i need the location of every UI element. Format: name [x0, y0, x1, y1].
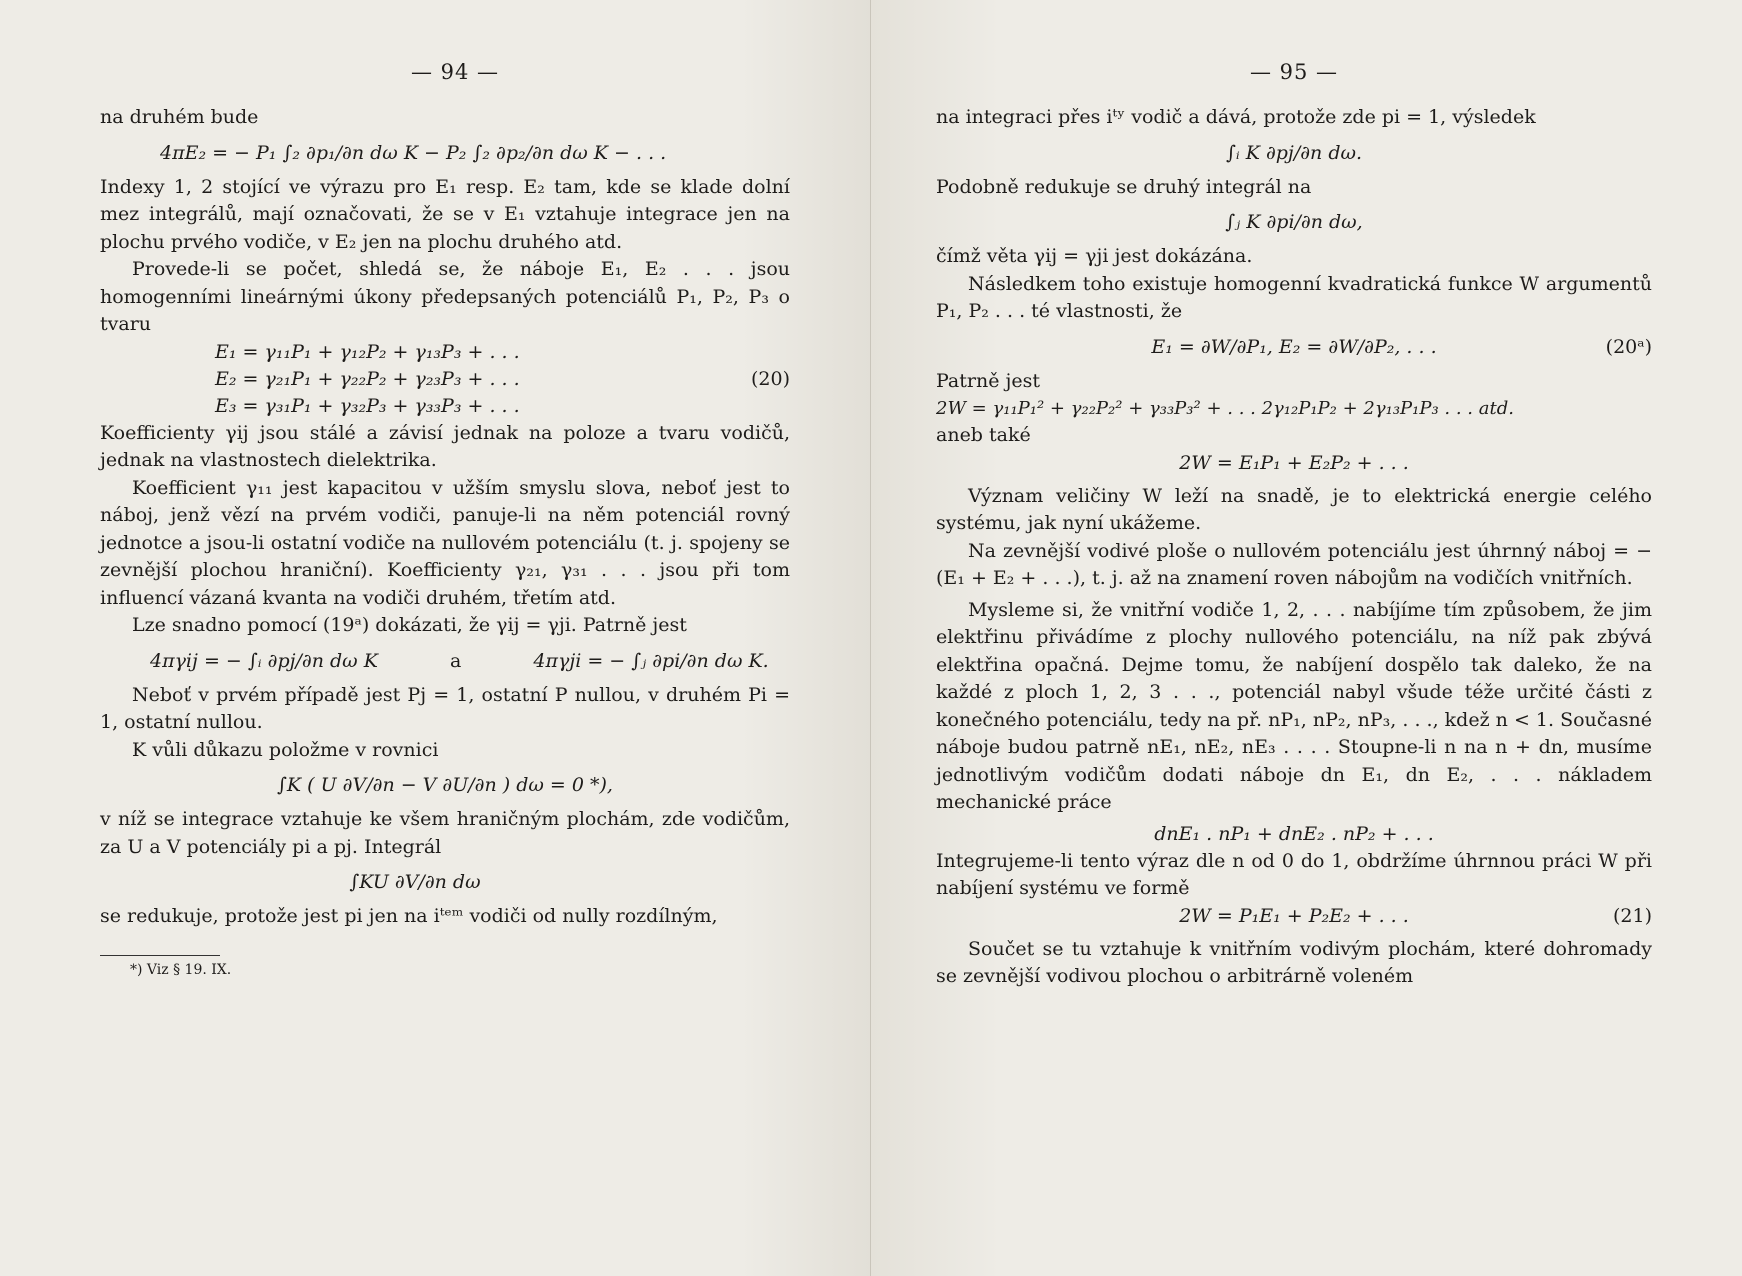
footnote-rule [100, 955, 220, 956]
equation-number: (20) [750, 367, 790, 390]
paragraph: Na zevnější vodivé ploše o nullovém potenciálu jest úhrnný náboj = − (E₁ + E₂ + . . .), t. j. až na znamení roven nábojům na vodičích vnitřních. [936, 539, 1652, 589]
paragraph: Následkem toho existuje homogenní kvadratická funkce W argumentů P₁, P₂ . . . té vlastnosti, že [936, 272, 1652, 322]
equation [936, 326, 1652, 368]
equation: ∫KU ∂V/∂n dω [349, 871, 481, 893]
equation: dnE₁ . nP₁ + dnE₂ . nP₂ + . . . [1154, 822, 1434, 845]
equation: ∫K ( U ∂V/∂n − V ∂U/∂n ) dω = 0 *), [277, 774, 613, 796]
paragraph: Provede-li se počet, shledá se, že náboje E₁, E₂ . . . jsou homogenními lineárnými úkony předepsaných potenciálů P₁, P₂, P₃ o tvaru [100, 258, 790, 335]
paragraph: čímž věta γij = γji jest dokázána. [936, 245, 1253, 267]
equation-line: E₂ = γ₂₁P₁ + γ₂₂P₂ + γ₂₃P₃ + . . . [215, 367, 520, 390]
equation: ∫ⱼ K ∂pi/∂n dω, [1225, 211, 1363, 233]
paragraph: Neboť v prvém případě jest Pj = 1, ostatní P nullou, v druhém Pi = 1, ostatní nullou. [100, 683, 790, 733]
paragraph: aneb také [936, 424, 1031, 446]
equation: 2W = γ₁₁P₁² + γ₂₂P₂² + γ₃₃P₃² + . . . 2γ₁₂P₁P₂ + 2γ₁₃P₁P₃ . . . atd. [936, 398, 1514, 419]
equation: 2W = E₁P₁ + E₂P₂ + . . . [1179, 451, 1409, 474]
paragraph: Indexy 1, 2 stojící ve výrazu pro E₁ resp. E₂ tam, kde se klade dolní mez integrálů, mají označovati, že se v E₁ vztahuje integrace jen na plochu prvého vodiče, v E₂ jen na plochu druhého atd. [100, 175, 790, 253]
paragraph: Koefficient γ₁₁ jest kapacitou v užším smyslu slova, neboť jest to náboj, jenž vězí na prvém vodiči, panuje-li na něm potenciál rovný jednotce a jsou-li ostatní vodiče na nullovém potenciálu (t. j. spojeny se zevnější plochou hraniční). Koefficienty γ₂₁, γ₃₁ . . . jsou při tom influencí vázaná kvanta na vodiči druhém, třetím atd. [100, 476, 790, 609]
paragraph: Integrujeme-li tento výraz dle n od 0 do 1, obdržíme úhrnnou práci W při nabíjení systému ve formě [936, 849, 1652, 899]
paragraph: Podobně redukuje se druhý integrál na [936, 175, 1312, 198]
page-number: — 94 — [410, 60, 500, 84]
paragraph: Lze snadno pomocí (19ᵃ) dokázati, že γij = γji. Patrně jest [132, 614, 687, 636]
equation-line: 2W = P₁E₁ + P₂E₂ + . . . [1179, 904, 1409, 927]
equation-line: E₁ = ∂W/∂P₁, E₂ = ∂W/∂P₂, . . . [1151, 335, 1437, 358]
paragraph: Patrně jest [936, 369, 1041, 392]
paragraph: Význam veličiny W leží na snadě, je to elektrická energie celého systému, jak nyní ukážeme. [936, 484, 1652, 534]
equation: 4πE₂ = − P₁ ∫₂ ∂p₁/∂n dω K − P₂ ∫₂ ∂p₂/∂n dω K − . . . [160, 141, 667, 164]
page-number: — 95 — [1249, 60, 1339, 84]
equation-part: 4πγij = − ∫ᵢ ∂pj/∂n dω K [150, 649, 378, 672]
equation [936, 903, 1652, 930]
equation-conjunction: a [449, 649, 462, 672]
equation-line: E₃ = γ₃₁P₁ + γ₃₂P₃ + γ₃₃P₃ + . . . [215, 394, 520, 417]
equation-line: E₁ = γ₁₁P₁ + γ₁₂P₂ + γ₁₃P₃ + . . . [215, 340, 520, 363]
paragraph: na integraci přes iᵗʸ vodič a dává, protože zde pi = 1, výsledek [936, 106, 1536, 128]
page-right [871, 0, 1742, 1276]
equation: ∫ᵢ K ∂pj/∂n dω. [1225, 141, 1363, 164]
footnote: *) Viz § 19. IX. [130, 961, 232, 978]
equation-part: 4πγji = − ∫ⱼ ∂pi/∂n dω K. [533, 649, 769, 672]
paragraph: v níž se integrace vztahuje ke všem hraničným plochám, zde vodičům, za U a V potenciály pi a pj. Integrál [100, 808, 790, 858]
text-line: na druhém bude [100, 106, 259, 128]
paragraph: Součet se tu vztahuje k vnitřním vodivým plochám, které dohromady se zevnější vodivou plochou o arbitrárně voleném [936, 937, 1652, 987]
equation-number: (21) [1612, 904, 1652, 927]
equation [150, 640, 790, 682]
paragraph: Koefficienty γij jsou stálé a závisí jednak na poloze a tvaru vodičů, jednak na vlastnostech dielektrika. [100, 421, 790, 471]
paragraph: K vůli důkazu položme v rovnici [132, 738, 439, 761]
equation-number: (20ᵃ) [1605, 335, 1652, 358]
equation-system [100, 339, 790, 420]
paragraph: se redukuje, protože jest pi jen na iᵗᵉᵐ vodiči od nully rozdílným, [100, 905, 718, 927]
paragraph: Mysleme si, že vnitřní vodiče 1, 2, . . . nabíjíme tím způsobem, že jim elektřinu přivádíme z plochy nullového potenciálu, na níž pak zbývá elektřina opačná. Dejme tomu, že nabíjení dospělo tak daleko, že na každé z ploch 1, 2, 3 . . ., potenciál nabyl všude téže určité části z konečného potenciálu, tedy na př. nP₁, nP₂, nP₃, . . ., kdež n < 1. Současné náboje budou patrně nE₁, nE₂, nE₃ . . . . Stoupne-li n na n + dn, musíme jednotlivým vodičům dodati náboje dn E₁, dn E₂, . . . nákladem mechanické práce [936, 598, 1652, 813]
